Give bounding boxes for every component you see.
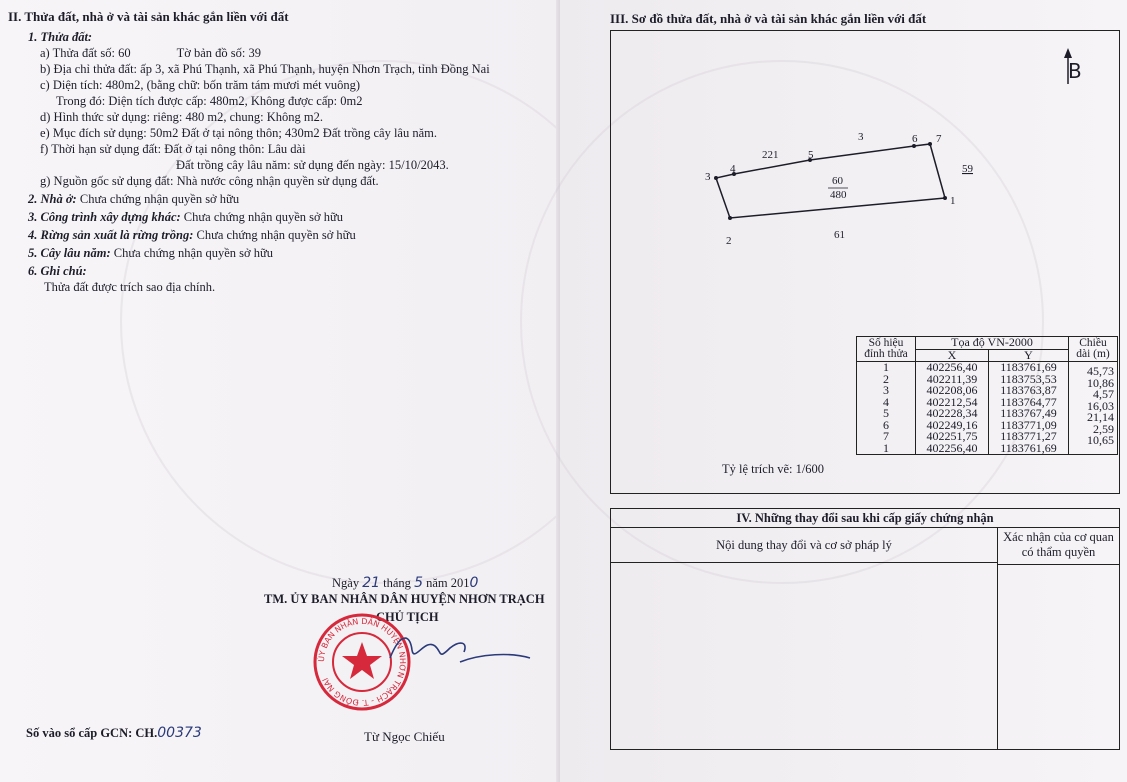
serial-value: 00373 [157,725,202,741]
cell-y: 1183771,27 [988,431,1068,443]
date-year-label: năm 201 [426,576,470,590]
neighbor-bottom: 61 [834,229,845,241]
cell-y: 1183771,09 [988,420,1068,432]
point-label-7: 7 [936,133,942,145]
date-prefix: Ngày [332,576,360,590]
point-label-5: 5 [808,149,814,161]
cell-point: 1 [857,443,916,455]
house-value: Chưa chứng nhận quyền sở hữu [79,192,240,206]
table-row [857,362,1118,374]
cell-point: 7 [857,431,916,443]
point-label-4: 4 [730,163,736,175]
usage-purpose: e) Mục đích sử dụng: 50m2 Đất ở tại nông thôn; 430m2 Đất trồng cây lâu năm. [40,126,437,140]
construction-value: Chưa chứng nhận quyền sở hữu [183,210,343,224]
construction-title: 3. Công trình xây dựng khác: [28,210,181,224]
forest-row [28,228,356,242]
point-label-1: 1 [950,195,956,207]
length-value: 4,57 [1093,387,1114,401]
signer-name: Từ Ngọc Chiếu [364,729,445,744]
plot-area-detail: Trong đó: Diện tích được cấp: 480m2, Không được cấp: 0m2 [56,94,363,108]
serial-label: Số vào sổ cấp GCN: CH. [26,726,158,740]
map-sheet-value: 39 [248,46,261,60]
serial-row [26,726,202,740]
cell-x: 402212,54 [916,397,989,409]
cell-x: 402208,06 [916,385,989,397]
perennial-title: 5. Cây lâu năm: [28,246,111,260]
notes-title: 6. Ghi chú: [28,264,87,278]
section-iii-heading: III. Sơ đồ thửa đất, nhà ở và tài sản khác gắn liền với đất [610,11,927,26]
header-x: X [916,349,989,362]
perennial-row [28,246,273,260]
parcel-number: 60 [832,175,843,187]
length-value: 10,65 [1087,433,1114,447]
cell-point: 2 [857,374,916,386]
cell-point: 6 [857,420,916,432]
length-value: 2,59 [1093,421,1114,436]
cell-y: 1183761,69 [988,443,1068,455]
scale-label: Tỷ lệ trích vẽ: 1/600 [722,462,825,476]
usage-origin: g) Nguồn gốc sử dụng đất: Nhà nước công nhận quyền sử dụng đất. [40,174,379,188]
point-label-3b: 3 [858,131,864,143]
coordinate-table [856,336,1118,455]
perennial-value: Chưa chứng nhận quyền sở hữu [113,246,273,260]
point-label-3: 3 [705,171,711,183]
usage-term: f) Thời hạn sử dụng đất: Đất ở tại nông thôn: Lâu dài [40,142,306,156]
construction-row [28,210,343,224]
date-day: 21 [362,575,381,591]
point-label-6: 6 [912,133,918,145]
cell-x: 402251,75 [916,431,989,443]
header-length: Chiều dài (m) [1069,337,1118,362]
issuing-authority: TM. ỦY BAN NHÂN DÂN HUYỆN NHƠN TRẠCH [264,592,545,606]
changes-title: IV. Những thay đổi sau khi cấp giấy chứng nhận [611,509,1119,528]
left-page [0,0,560,782]
changes-column-divider [997,563,998,749]
plot-number-value: 60 [118,46,131,60]
cell-point: 1 [857,362,916,374]
usage-form: d) Hình thức sử dụng: riêng: 480 m2, chung: Không m2. [40,110,323,124]
cell-point: 3 [857,385,916,397]
cell-x: 402228,34 [916,408,989,420]
svg-text:ỦY BAN NHÂN DÂN HUYỆN NHƠN TRẠ: ỦY BAN NHÂN DÂN HUYỆN NHƠN TRẠCH - T. ĐỒNG NAI [316,616,408,708]
forest-value: Chưa chứng nhận quyền sở hữu [196,228,356,242]
cell-y: 1183763,87 [988,385,1068,397]
header-y: Y [988,349,1068,362]
changes-table [610,508,1120,750]
cell-y: 1183753,53 [988,374,1068,386]
header-point: Số hiệu đỉnh thửa [857,337,916,362]
plot-area: c) Diện tích: 480m2, (bằng chữ: bốn trăm tám mươi mét vuông) [40,78,361,92]
map-sheet-label: Tờ bản đồ số: [176,46,246,60]
house-title: 2. Nhà ở: [28,192,77,206]
length-value: 21,14 [1087,410,1114,424]
plot-number-label: a) Thửa đất số: [40,46,115,60]
cell-point: 5 [857,408,916,420]
cell-y: 1183764,77 [988,397,1068,409]
date-year-digit: 0 [469,575,479,591]
cell-x: 402211,39 [916,374,989,386]
neighbor-top: 221 [762,149,779,161]
signer-role: CHỦ TỊCH [376,610,439,624]
parcel-boundary [716,144,945,218]
length-value: 16,03 [1087,398,1114,413]
changes-content-header: Nội dung thay đổi và cơ sở pháp lý [611,528,998,563]
land-plot-title: 1. Thửa đất: [28,30,93,44]
header-coord-system: Tọa độ VN-2000 [916,337,1069,350]
cell-point: 4 [857,397,916,409]
cell-x: 402256,40 [916,362,989,374]
issue-date [332,576,478,590]
right-page [560,0,1127,782]
length-value: 10,86 [1087,375,1114,390]
cell-x: 402256,40 [916,443,989,455]
neighbor-right: 59 [962,163,973,175]
lengths-column [1069,362,1118,455]
cell-y: 1183761,69 [988,362,1068,374]
date-month: 5 [414,575,423,591]
changes-confirm-header: Xác nhận của cơ quan có thẩm quyền [998,528,1119,565]
date-month-label: tháng [383,576,411,590]
parcel-sketch [700,128,1000,258]
house-row [28,192,239,206]
parcel-area: 480 [830,189,847,201]
length-value: 45,73 [1087,364,1114,378]
cell-y: 1183767,49 [988,408,1068,420]
plot-number-row [40,46,261,60]
north-label: B [1068,59,1082,83]
section-ii-heading: II. Thửa đất, nhà ở và tài sản khác gắn liền với đất [8,9,289,24]
signature [380,628,540,678]
plot-address: b) Địa chỉ thửa đất: ấp 3, xã Phú Thạnh, xã Phú Thạnh, huyện Nhơn Trạch, tỉnh Đồng Nai [40,62,490,76]
point-label-2: 2 [726,235,732,247]
usage-term-detail: Đất trồng cây lâu năm: sử dụng đến ngày: 15/10/2043. [176,158,449,172]
cell-x: 402249,16 [916,420,989,432]
notes-value: Thửa đất được trích sao địa chính. [44,280,216,294]
forest-title: 4. Rừng sản xuất là rừng trồng: [28,228,194,242]
